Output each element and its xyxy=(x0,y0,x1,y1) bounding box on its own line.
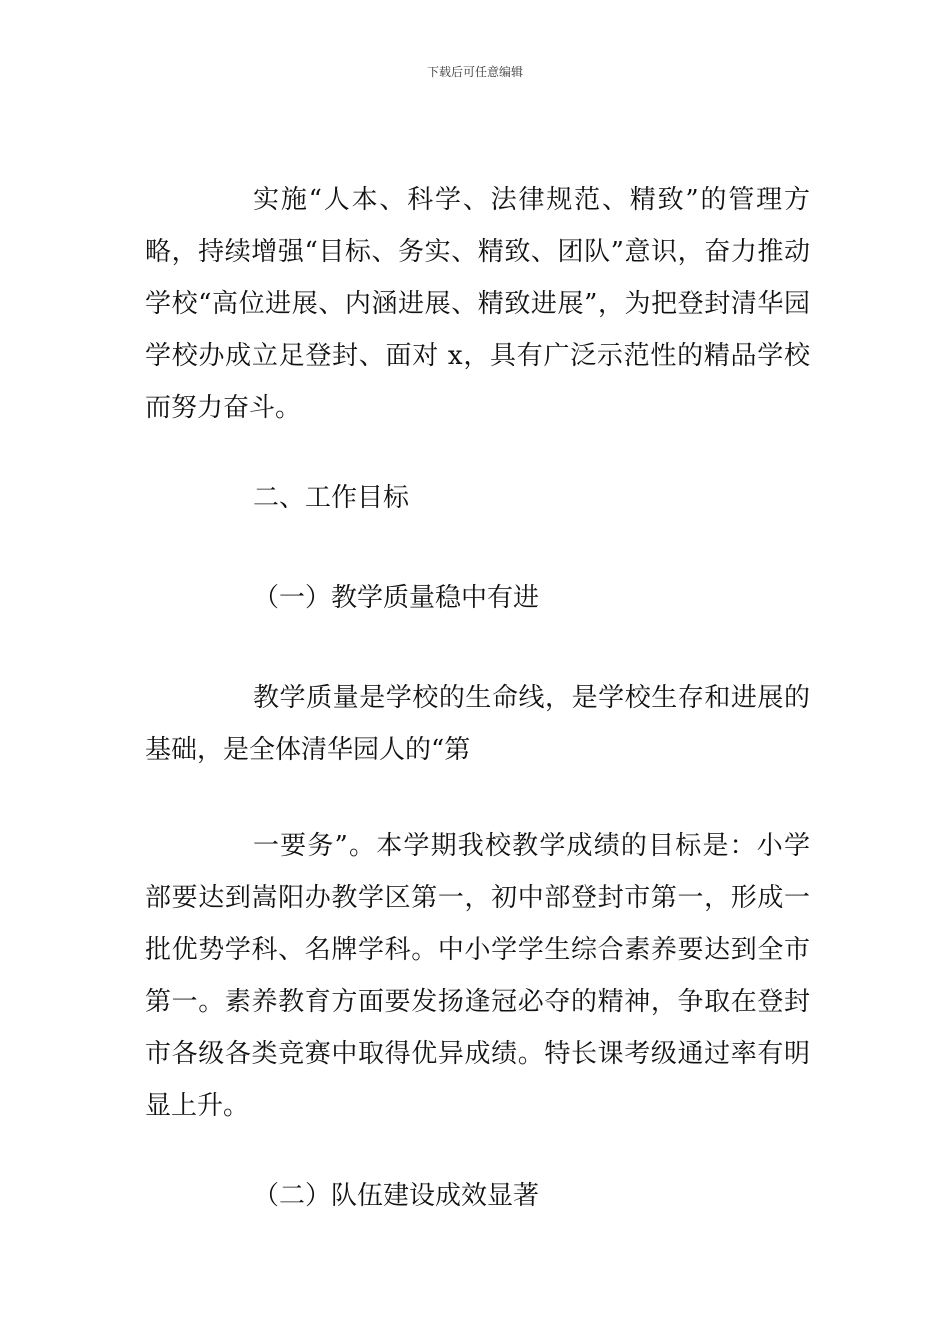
page-header-note: 下载后可任意编辑 xyxy=(426,65,523,79)
section-heading-work-goals: 二、工作目标 xyxy=(253,483,410,513)
subsection-heading-teaching-quality: （一）教学质量稳中有进 xyxy=(253,583,540,613)
paragraph-teaching-quality-intro: 教学质量是学校的生命线，是学校生存和进展的基础，是全体清华园人的“第 xyxy=(145,683,810,765)
paragraph-management-strategy: 实施“人本、科学、法律规范、精致”的管理方略，持续增强“目标、务实、精致、团队”意识，奋力推动学校“高位进展、内涵进展、精致进展”，为把登封清华园学校办成立足登封、面对 x，具有广泛示范性的精品学校而努力奋斗。 xyxy=(145,185,810,423)
paragraph-teaching-targets: 一要务”。本学期我校教学成绩的目标是：小学部要达到嵩阳办教学区第一，初中部登封市第一，形成一批优势学科、名牌学科。中小学学生综合素养要达到全市第一。素养教育方面要发扬逢冠必夺的精神，争取在登封市各级各类竞赛中取得优异成绩。特长课考级通过率有明显上升。 xyxy=(145,831,810,1121)
subsection-heading-team-building: （二）队伍建设成效显著 xyxy=(253,1181,540,1211)
